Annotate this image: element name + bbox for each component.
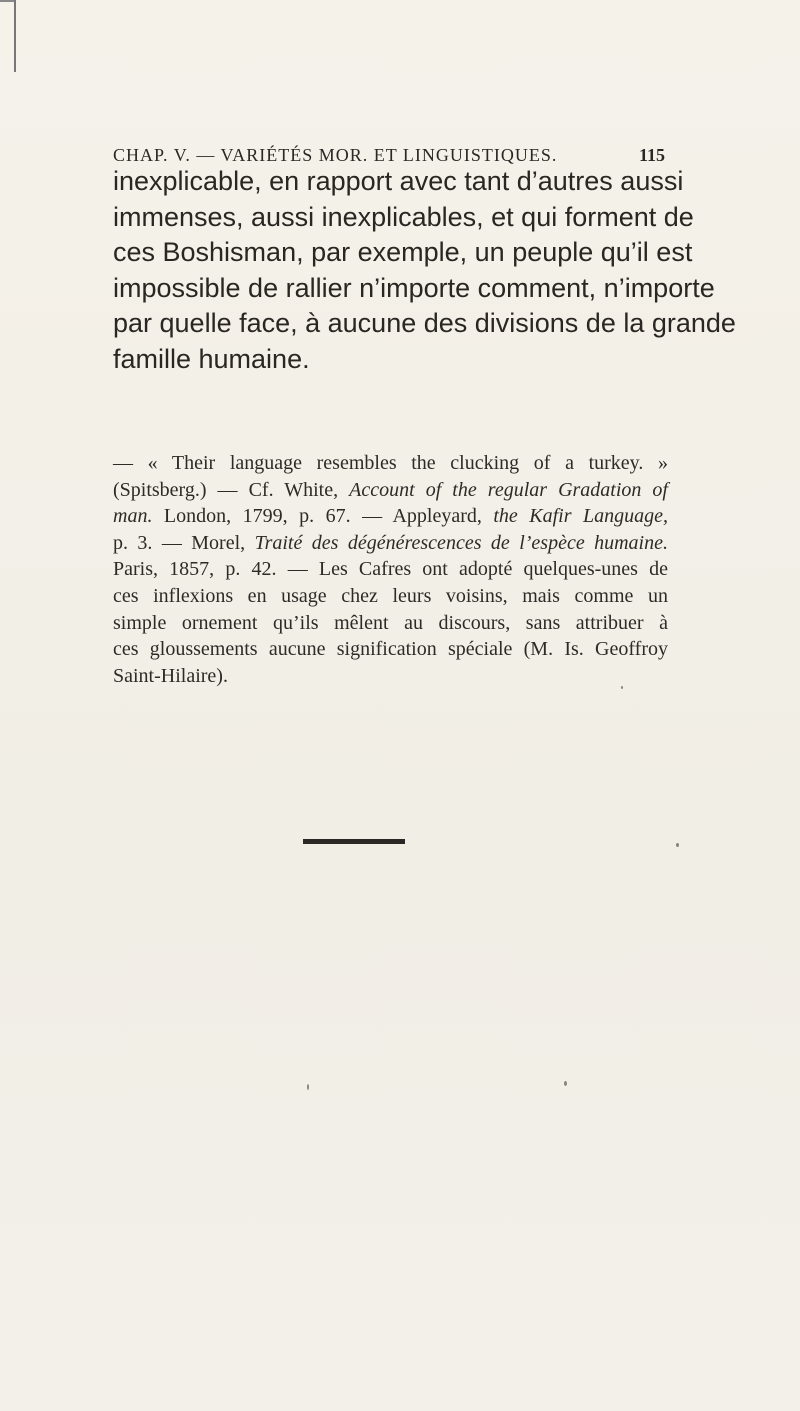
paper-speck	[307, 1084, 309, 1090]
running-header	[113, 145, 665, 166]
footnote-line	[113, 503, 668, 530]
footnote-line: ces gloussements aucune signification spéciale (M. Is. Geoffroy	[113, 638, 668, 661]
footnote-title-italic: Traité des dégénérescences de l’espèce humaine.	[254, 531, 668, 554]
footnote-text: p. 3. — Morel,	[113, 531, 255, 554]
footnote	[113, 450, 668, 689]
paper-speck	[621, 686, 623, 689]
page-number: 115	[638, 145, 665, 165]
footnote-line: Paris, 1857, p. 42. — Les Cafres ont adopté quelques-unes de	[113, 558, 668, 581]
end-rule	[303, 839, 405, 844]
footnote-line: Saint-Hilaire).	[113, 664, 228, 687]
paper-speck	[564, 1081, 567, 1086]
body-line: par quelle face, à aucune des divisions de la grande	[113, 308, 736, 339]
body-paragraph	[113, 164, 736, 378]
footnote-text: London, 1799, p. 67. — Appleyard,	[152, 505, 494, 528]
body-line: inexplicable, en rapport avec tant d’autres aussi	[113, 166, 684, 196]
footnote-text: (Spitsberg.) — Cf. White,	[113, 478, 350, 501]
footnote-title-italic: Account of the regular Gradation of	[349, 478, 668, 501]
footnote-title-italic: man.	[113, 505, 153, 528]
page-edge-left	[0, 0, 16, 72]
footnote-title-italic: the Kafir Language,	[493, 505, 668, 528]
footnote-line	[113, 530, 668, 557]
footnote-line	[113, 477, 668, 504]
body-line: famille humaine.	[113, 343, 310, 374]
body-line: impossible de rallier n’importe comment, n’importe	[113, 272, 715, 303]
body-line: ces Boshisman, par exemple, un peuple qu’il est	[113, 237, 693, 268]
footnote-line: ces inflexions en usage chez leurs voisins, mais comme un	[113, 584, 668, 607]
paper-speck	[676, 843, 679, 847]
footnote-line: — « Their language resembles the clucking of a turkey. »	[113, 452, 668, 474]
footnote-line: simple ornement qu’ils mêlent au discours, sans attribuer à	[113, 611, 668, 634]
running-head-title: CHAP. V. — VARIÉTÉS MOR. ET LINGUISTIQUES.	[113, 145, 558, 165]
body-line: immenses, aussi inexplicables, et qui forment de	[113, 201, 694, 232]
